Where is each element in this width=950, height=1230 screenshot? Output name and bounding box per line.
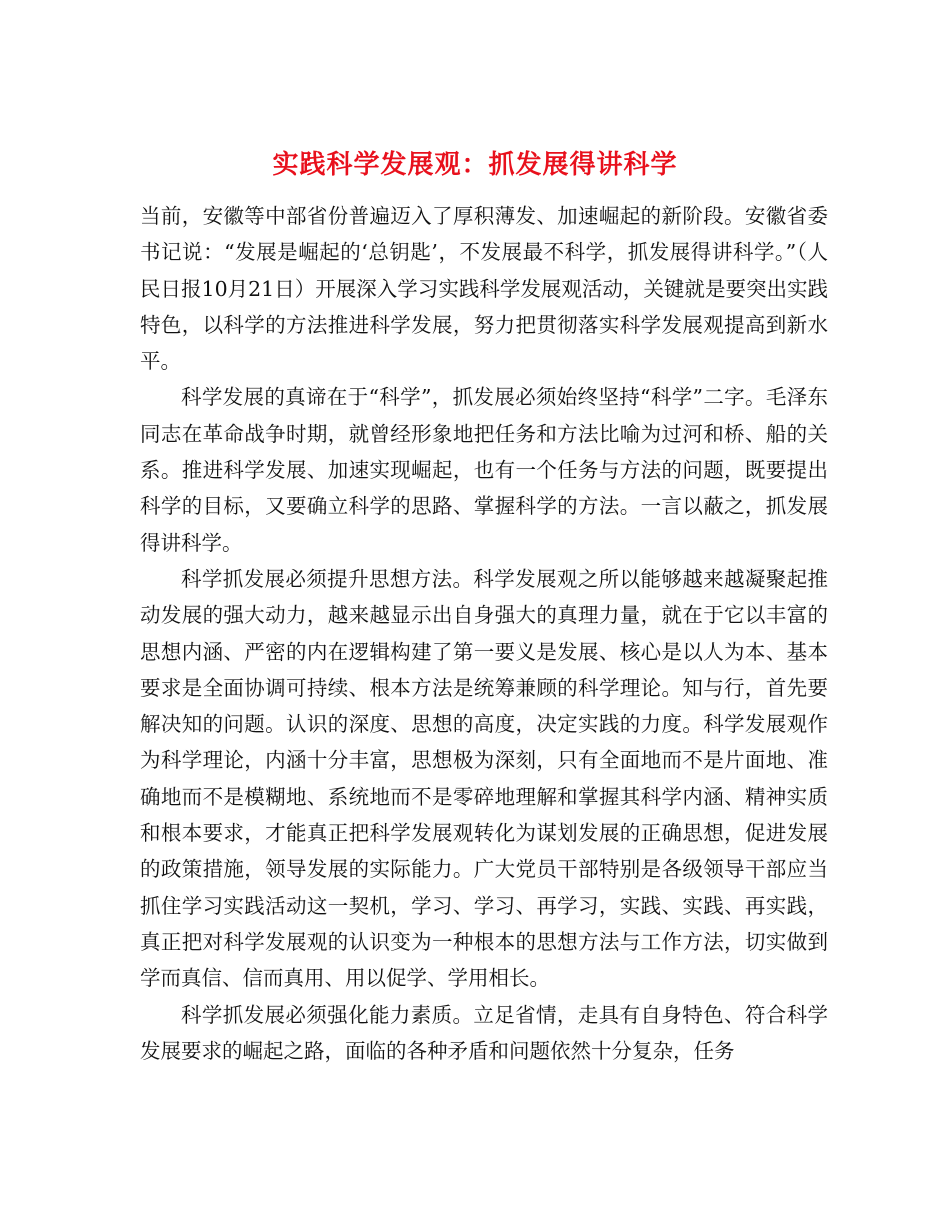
document-title: 实践科学发展观：抓发展得讲科学 — [272, 150, 678, 181]
paragraph-1: 当前，安徽等中部省份普遍迈入了厚积薄发、加速崛起的新阶段。安徽省委书记说：“发展是崛起的‘总钥匙’，不发展最不科学，抓发展得讲科学。”（人民日报10月21日）开展深入学习实践科学发展观活动，关键就是要突出实践特色，以科学的方法推进科学发展，努力把贯彻落实科学发展观提高到新水平。 — [140, 204, 828, 374]
paragraph-4: 科学抓发展必须强化能力素质。立足省情，走具有自身特色、符合科学发展要求的崛起之路，面临的各种矛盾和问题依然十分复杂，任务 — [140, 1002, 828, 1063]
paragraph-2: 科学发展的真谛在于“科学”，抓发展必须始终坚持“科学”二字。毛泽东同志在革命战争时期，就曾经形象地把任务和方法比喻为过河和桥、船的关系。推进科学发展、加速实现崛起，也有一个任务与方法的问题，既要提出科学的目标，又要确立科学的思路、掌握科学的方法。一言以蔽之，抓发展得讲科学。 — [140, 385, 828, 555]
document-body — [140, 198, 828, 1069]
paragraph-3: 科学抓发展必须提升思想方法。科学发展观之所以能够越来越凝聚起推动发展的强大动力，越来越显示出自身强大的真理力量，就在于它以丰富的思想内涵、严密的内在逻辑构建了第一要义是发展、核心是以人为本、基本要求是全面协调可持续、根本方法是统筹兼顾的科学理论。知与行，首先要解决知的问题。认识的深度、思想的高度，决定实践的力度。科学发展观作为科学理论，内涵十分丰富，思想极为深刻，只有全面地而不是片面地、准确地而不是模糊地、系统地而不是零碎地理解和掌握其科学内涵、精神实质和根本要求，才能真正把科学发展观转化为谋划发展的正确思想，促进发展的政策措施，领导发展的实际能力。广大党员干部特别是各级领导干部应当抓住学习实践活动这一契机，学习、学习、再学习，实践、实践、再实践，真正把对科学发展观的认识变为一种根本的思想方法与工作方法，切实做到学而真信、信而真用、用以促学、学用相长。 — [140, 566, 828, 991]
